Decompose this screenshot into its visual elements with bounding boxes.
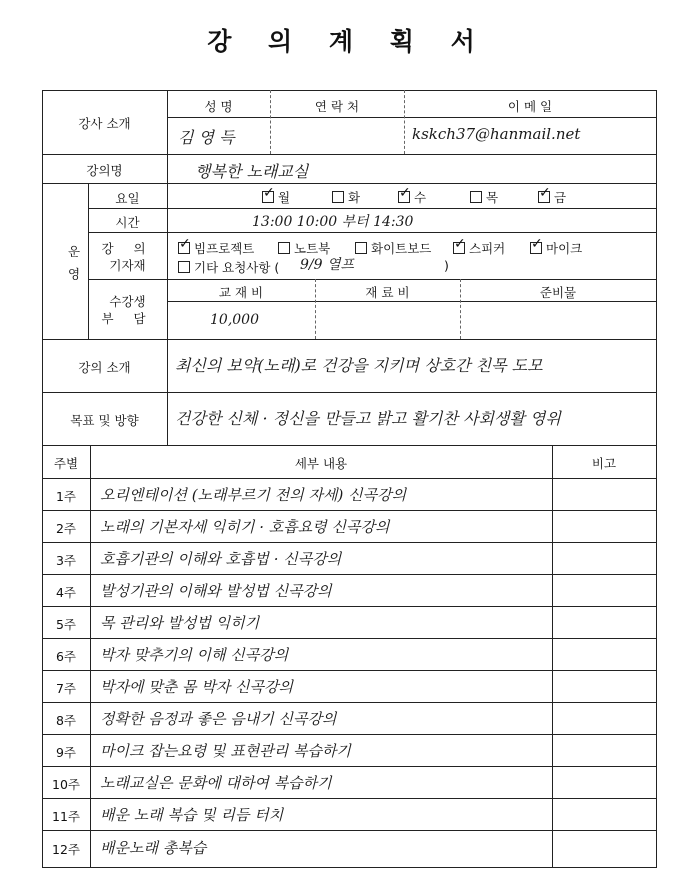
week-label: 11주 [52, 809, 80, 824]
checkbox-icon [332, 191, 344, 203]
equip-microphone[interactable]: ✓ 마이크 [530, 239, 582, 257]
week-content: 오리엔테이션 (노래부르기 전의 자세) 신곡강의 [100, 486, 407, 504]
instructor-email: kskch37@hanmail.net [412, 125, 581, 143]
week-content: 박자에 맞춘 몸 박자 신곡강의 [100, 678, 293, 696]
checkbox-checked-icon [398, 191, 410, 203]
material-fee-value: 10,000 [210, 312, 259, 328]
week-label: 2주 [55, 521, 77, 536]
cost-label-2: 부 담 [101, 311, 154, 326]
week-label: 7주 [55, 681, 77, 696]
detail-header: 세부 내용 [294, 456, 348, 471]
day-tue[interactable]: 화 [332, 188, 360, 206]
day-label: 요일 [115, 191, 140, 206]
checkbox-icon [278, 242, 290, 254]
week-label: 5주 [55, 617, 77, 632]
week-content: 배운 노래 복습 및 리듬 터치 [100, 806, 284, 824]
checkbox-checked-icon [178, 242, 190, 254]
supplies-fee-header: 재 료 비 [365, 285, 410, 300]
week-label: 12주 [52, 842, 80, 857]
week-content: 호흡기관의 이해와 호흡법 · 신곡강의 [100, 550, 342, 568]
course-name-label: 강의명 [86, 163, 123, 178]
day-thu[interactable]: 목 [470, 188, 498, 206]
equipment-label-2: 기자재 [109, 258, 146, 273]
instructor-name: 김 영 득 [178, 128, 235, 147]
other-close-paren: ) [444, 258, 449, 273]
goal-text: 건강한 신체 · 정신을 만들고 밝고 활기찬 사회생활 영위 [175, 409, 561, 428]
week-label: 8주 [55, 713, 77, 728]
goal-label: 목표 및 방향 [70, 413, 139, 428]
equip-notebook[interactable]: 노트북 [278, 239, 330, 257]
equip-other[interactable]: 기타 요청사항 ( [178, 258, 279, 276]
day-fri[interactable]: ✓ 금 [538, 188, 566, 206]
checkbox-icon [178, 261, 190, 273]
day-wed[interactable]: ✓ 수 [398, 188, 426, 206]
equip-beam-projector[interactable]: ✓빔프로젝트 [178, 239, 254, 257]
checkbox-checked-icon [538, 191, 550, 203]
other-request-value: 9/9 열프 [300, 257, 355, 273]
week-content: 박자 맞추기의 이해 신곡강의 [100, 646, 289, 664]
week-label: 10주 [52, 777, 80, 792]
equipment-label-1: 강 의 [101, 241, 154, 256]
week-label: 6주 [55, 649, 77, 664]
equip-speaker[interactable]: ✓ 스피커 [453, 239, 505, 257]
instructor-section-label: 강사 소개 [78, 116, 131, 131]
time-label: 시간 [115, 215, 140, 230]
week-content: 목 관리와 발성법 익히기 [100, 614, 260, 632]
time-value: 13:00 10:00 부터 14:30 [252, 214, 414, 230]
operation-label: 운영 [66, 245, 81, 290]
contact-header: 연 락 처 [314, 99, 360, 114]
week-content: 배운노래 총복습 [100, 839, 207, 857]
course-name: 행복한 노래교실 [195, 162, 309, 181]
prep-header: 준비물 [539, 285, 577, 300]
name-header: 성 명 [204, 99, 233, 114]
note-header: 비고 [591, 456, 617, 471]
material-fee-header: 교 재 비 [218, 285, 264, 300]
week-content: 마이크 잡는요령 및 표현관리 복습하기 [100, 742, 351, 760]
week-content: 노래교실은 문화에 대하여 복습하기 [100, 774, 332, 792]
week-content: 노래의 기본자세 익히기 · 호흡요령 신곡강의 [100, 518, 390, 536]
checkbox-checked-icon [530, 242, 542, 254]
day-mon[interactable]: ✓ 월 [262, 188, 290, 206]
week-content: 정확한 음정과 좋은 음내기 신곡강의 [100, 710, 337, 728]
cost-label-1: 수강생 [109, 294, 146, 309]
week-label: 4주 [55, 585, 77, 600]
checkbox-icon [355, 242, 367, 254]
week-label: 9주 [55, 745, 77, 760]
week-label: 3주 [55, 553, 77, 568]
document-title: 강 의 계 획 서 [207, 27, 489, 56]
equip-whiteboard[interactable]: 화이트보드 [355, 239, 431, 257]
checkbox-icon [470, 191, 482, 203]
checkbox-checked-icon [453, 242, 465, 254]
week-label: 1주 [55, 489, 77, 504]
week-content: 발성기관의 이해와 발성법 신곡강의 [100, 582, 332, 600]
course-intro-text: 최신의 보약(노래)로 건강을 지키며 상호간 친목 도모 [175, 356, 543, 375]
week-header: 주별 [53, 456, 79, 471]
checkbox-checked-icon [262, 191, 274, 203]
course-intro-label: 강의 소개 [78, 360, 131, 375]
email-header: 이 메 일 [507, 99, 553, 114]
